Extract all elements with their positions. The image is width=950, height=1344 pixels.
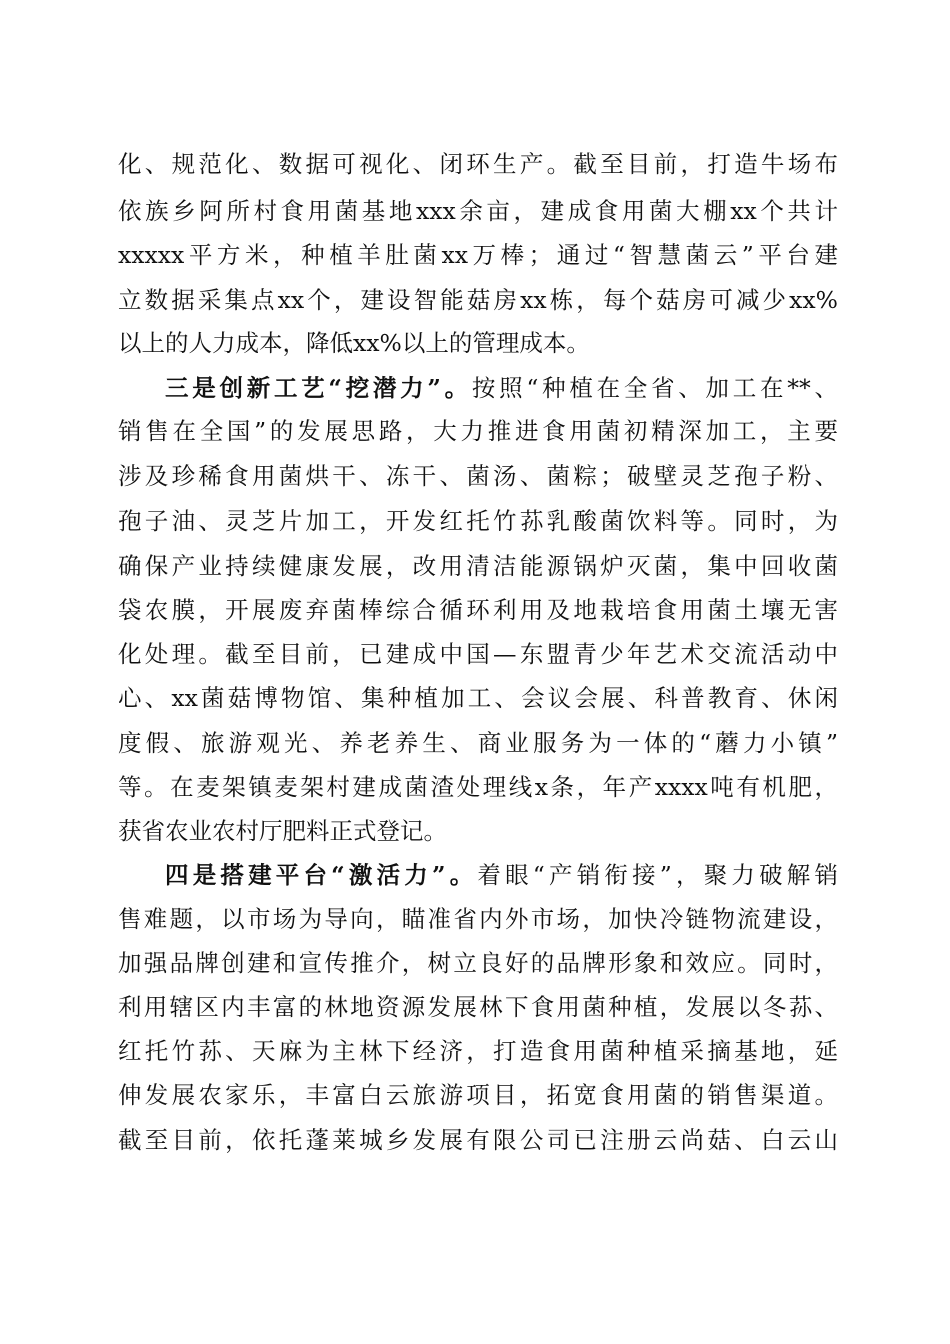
paragraph-3-first-line [165,860,838,890]
paragraph-2-first-line [165,373,838,403]
paragraph-1-line-3: xxxxx平方米，种植羊肚菌xx万棒；通过“智慧菌云”平台建 [118,241,838,269]
paragraph-3-heading: 四是搭建平台“激活力”。 [165,861,478,889]
paragraph-2-line: 涉及珍稀食用菌烘干、冻干、菌汤、菌粽；破壁灵芝孢子粉、 [118,462,838,490]
paragraph-2-line: 销售在全国”的发展思路，大力推进食用菌初精深加工，主要 [118,417,838,445]
paragraph-2-line: 孢子油、灵芝片加工，开发红托竹荪乳酸菌饮料等。同时，为 [118,507,838,535]
paragraph-2-line: 确保产业持续健康发展，改用清洁能源锅炉灭菌，集中回收菌 [118,552,838,580]
paragraph-2-heading: 三是创新工艺“挖潜力”。 [165,374,472,402]
paragraph-1-line-4: 立数据采集点xx个，建设智能菇房xx栋，每个菇房可减少xx% [118,286,838,314]
paragraph-1-line-2: 依族乡阿所村食用菌基地xxx余亩，建成食用菌大棚xx个共计 [118,197,838,225]
paragraph-1-line-5: 以上的人力成本，降低xx%以上的管理成本。 [118,329,590,357]
paragraph-2-first-line-text: 按照“种植在全省、加工在**、 [471,374,838,402]
paragraph-3-line: 利用辖区内丰富的林地资源发展林下食用菌种植，发展以冬荪、 [118,993,838,1021]
paragraph-2-line: 度假、旅游观光、养老养生、商业服务为一体的“蘑力小镇” [118,729,838,757]
paragraph-3-line: 红托竹荪、天麻为主林下经济，打造食用菌种植采摘基地，延 [118,1037,838,1065]
paragraph-2-line: 化处理。截至目前，已建成中国—东盟青少年艺术交流活动中 [118,640,838,668]
paragraph-2-line: 等。在麦架镇麦架村建成菌渣处理线x条，年产xxxx吨有机肥， [118,773,838,801]
paragraph-2-line: 袋农膜，开展废弃菌棒综合循环利用及地栽培食用菌土壤无害 [118,596,838,624]
paragraph-2-line: 心、xx菌菇博物馆、集种植加工、会议会展、科普教育、休闲 [118,684,838,712]
paragraph-3-line: 截至目前，依托蓬莱城乡发展有限公司已注册云尚菇、白云山 [118,1126,838,1154]
paragraph-1-line-1: 化、规范化、数据可视化、闭环生产。截至目前，打造牛场布 [118,150,838,178]
paragraph-3-line: 售难题，以市场为导向，瞄准省内外市场，加快冷链物流建设， [118,905,838,933]
paragraph-3-first-line-text: 着眼“产销衔接”，聚力破解销 [477,861,838,889]
paragraph-3-line: 加强品牌创建和宣传推介，树立良好的品牌形象和效应。同时， [118,949,838,977]
paragraph-3-line: 伸发展农家乐，丰富白云旅游项目，拓宽食用菌的销售渠道。 [118,1081,838,1109]
paragraph-2-line: 获省农业农村厅肥料正式登记。 [118,817,447,845]
